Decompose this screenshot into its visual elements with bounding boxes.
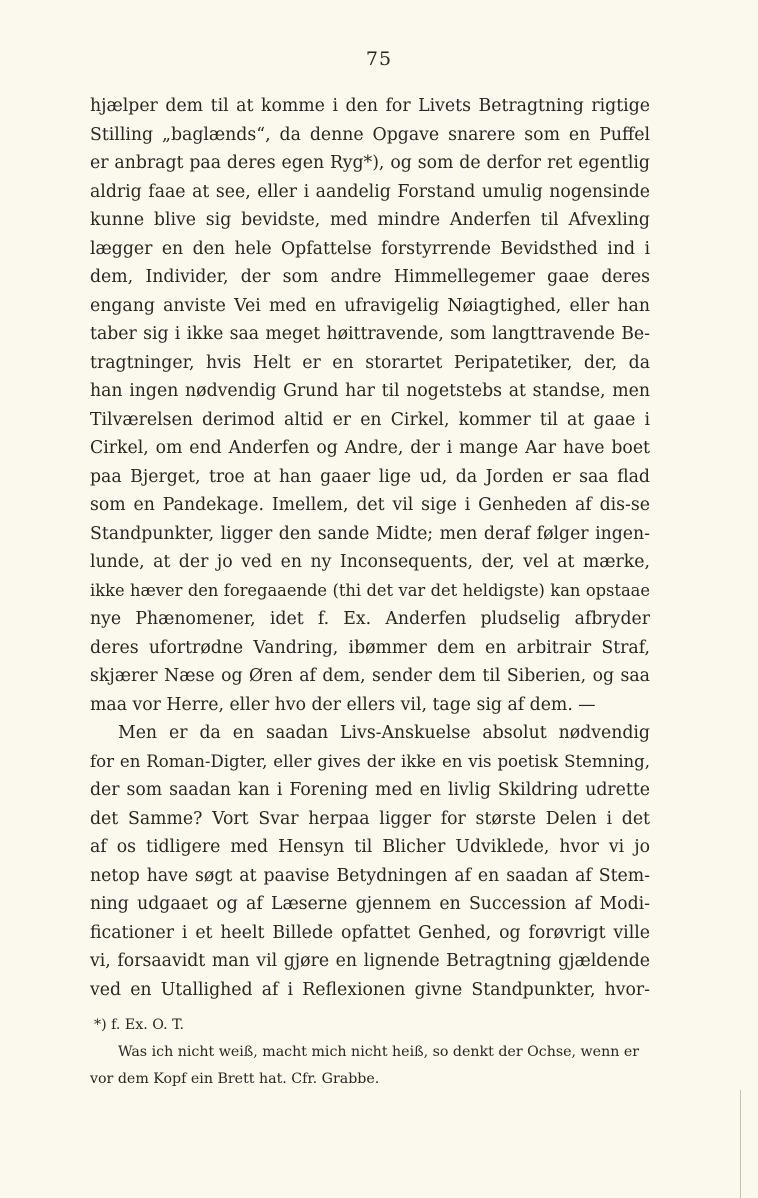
text-line: Standpunkter, ligger den sande Midte; men deraf følger ingen- bbox=[90, 523, 650, 544]
text-line: ning udgaaet og af Læserne gjennem en Succession af Modi- bbox=[90, 894, 650, 914]
text-line: af os tidligere med Hensyn til Blicher Udviklede, hvor vi jo bbox=[90, 837, 650, 857]
footnotes bbox=[90, 1012, 650, 1093]
text-line: taber sig i ikke saa meget høittravende, som langttravende Be- bbox=[90, 324, 650, 344]
footnote-divider bbox=[90, 1003, 650, 1004]
text-line: er anbragt paa deres egen Ryg*), og som de derfor ret egentlig bbox=[90, 153, 650, 173]
text-line: vi, forsaavidt man vil gjøre en lignende Betragtning gjældende bbox=[90, 951, 650, 971]
text-line: skjærer Næse og Øren af dem, sender dem til Siberien, og saa bbox=[90, 666, 650, 686]
text-line: ficationer i et heelt Billede opfattet Genhed, og forøvrigt ville bbox=[90, 922, 650, 943]
text-line: ved en Utallighed af i Reflexionen givne Standpunkter, hvor- bbox=[90, 979, 650, 1000]
text-line: kunne blive sig bevidste, med mindre Anderfen til Afvexling bbox=[90, 210, 650, 230]
page-number: 75 bbox=[365, 48, 393, 70]
text-line: Tilværelsen derimod altid er en Cirkel, kommer til at gaae i bbox=[90, 409, 650, 430]
text-line: dem, Individer, der som andre Himmellegemer gaae deres bbox=[90, 267, 650, 287]
footnote-line: *) f. Ex. O. T. bbox=[94, 1017, 184, 1033]
text-line: tragtninger, hvis Helt er en storartet Peripatetiker, der, da bbox=[90, 352, 650, 373]
text-line: for en Roman-Digter, eller gives der ikke en vis poetisk Stemning, bbox=[90, 751, 650, 771]
text-line: paa Bjerget, troe at han gaaer lige ud, da Jorden er saa flad bbox=[90, 466, 650, 487]
text-line: maa vor Herre, eller hvo der ellers vil, tage sig af dem. — bbox=[90, 694, 596, 715]
text-line: engang anviste Vei med en ufravigelig Nøiagtighed, eller han bbox=[90, 295, 650, 316]
text-line: nye Phænomener, idet f. Ex. Anderfen pludselig afbryder bbox=[90, 609, 650, 629]
text-line: han ingen nødvendig Grund har til nogetstebs at standse, men bbox=[90, 381, 650, 401]
text-line: lægger en den hele Opfattelse forstyrrende Bevidsthed ind i bbox=[90, 238, 650, 259]
text-line: hjælper dem til at komme i den for Livets Betragtning rigtige bbox=[90, 96, 650, 116]
text-line: deres ufortrødne Vandring, ibømmer dem en arbitrair Straf, bbox=[90, 637, 650, 658]
text-line: det Samme? Vort Svar herpaa ligger for største Delen i det bbox=[90, 808, 650, 829]
text-line: som en Pandekage. Imellem, det vil sige i Genheden af dis-se bbox=[90, 495, 650, 515]
page-edge-line bbox=[740, 1090, 741, 1198]
footnote-line: vor dem Kopf ein Brett hat. Cfr. Grabbe. bbox=[90, 1071, 380, 1087]
text-line: aldrig faae at see, eller i aandelig Forstand umulig nogensinde bbox=[90, 181, 650, 202]
body-text bbox=[90, 92, 650, 1004]
text-line: Stilling „baglænds“, da denne Opgave snarere som en Puffel bbox=[90, 124, 650, 145]
text-line: netop have søgt at paavise Betydningen af en saadan af Stem- bbox=[90, 865, 650, 886]
text-line: Men er da en saadan Livs-Anskuelse absolut nødvendig bbox=[118, 723, 650, 743]
text-line: Cirkel, om end Anderfen og Andre, der i mange Aar have boet bbox=[90, 438, 650, 458]
text-line: ikke hæver den foregaaende (thi det var det heldigste) kan opstaae bbox=[90, 580, 650, 600]
footnote-line: Was ich nicht weiß, macht mich nicht heiß, so denkt der Ochse, wenn er bbox=[118, 1044, 640, 1060]
text-line: lunde, at der jo ved en ny Inconsequents, der, vel at mærke, bbox=[90, 552, 650, 572]
text-line: der som saadan kan i Forening med en livlig Skildring udrette bbox=[90, 780, 650, 800]
